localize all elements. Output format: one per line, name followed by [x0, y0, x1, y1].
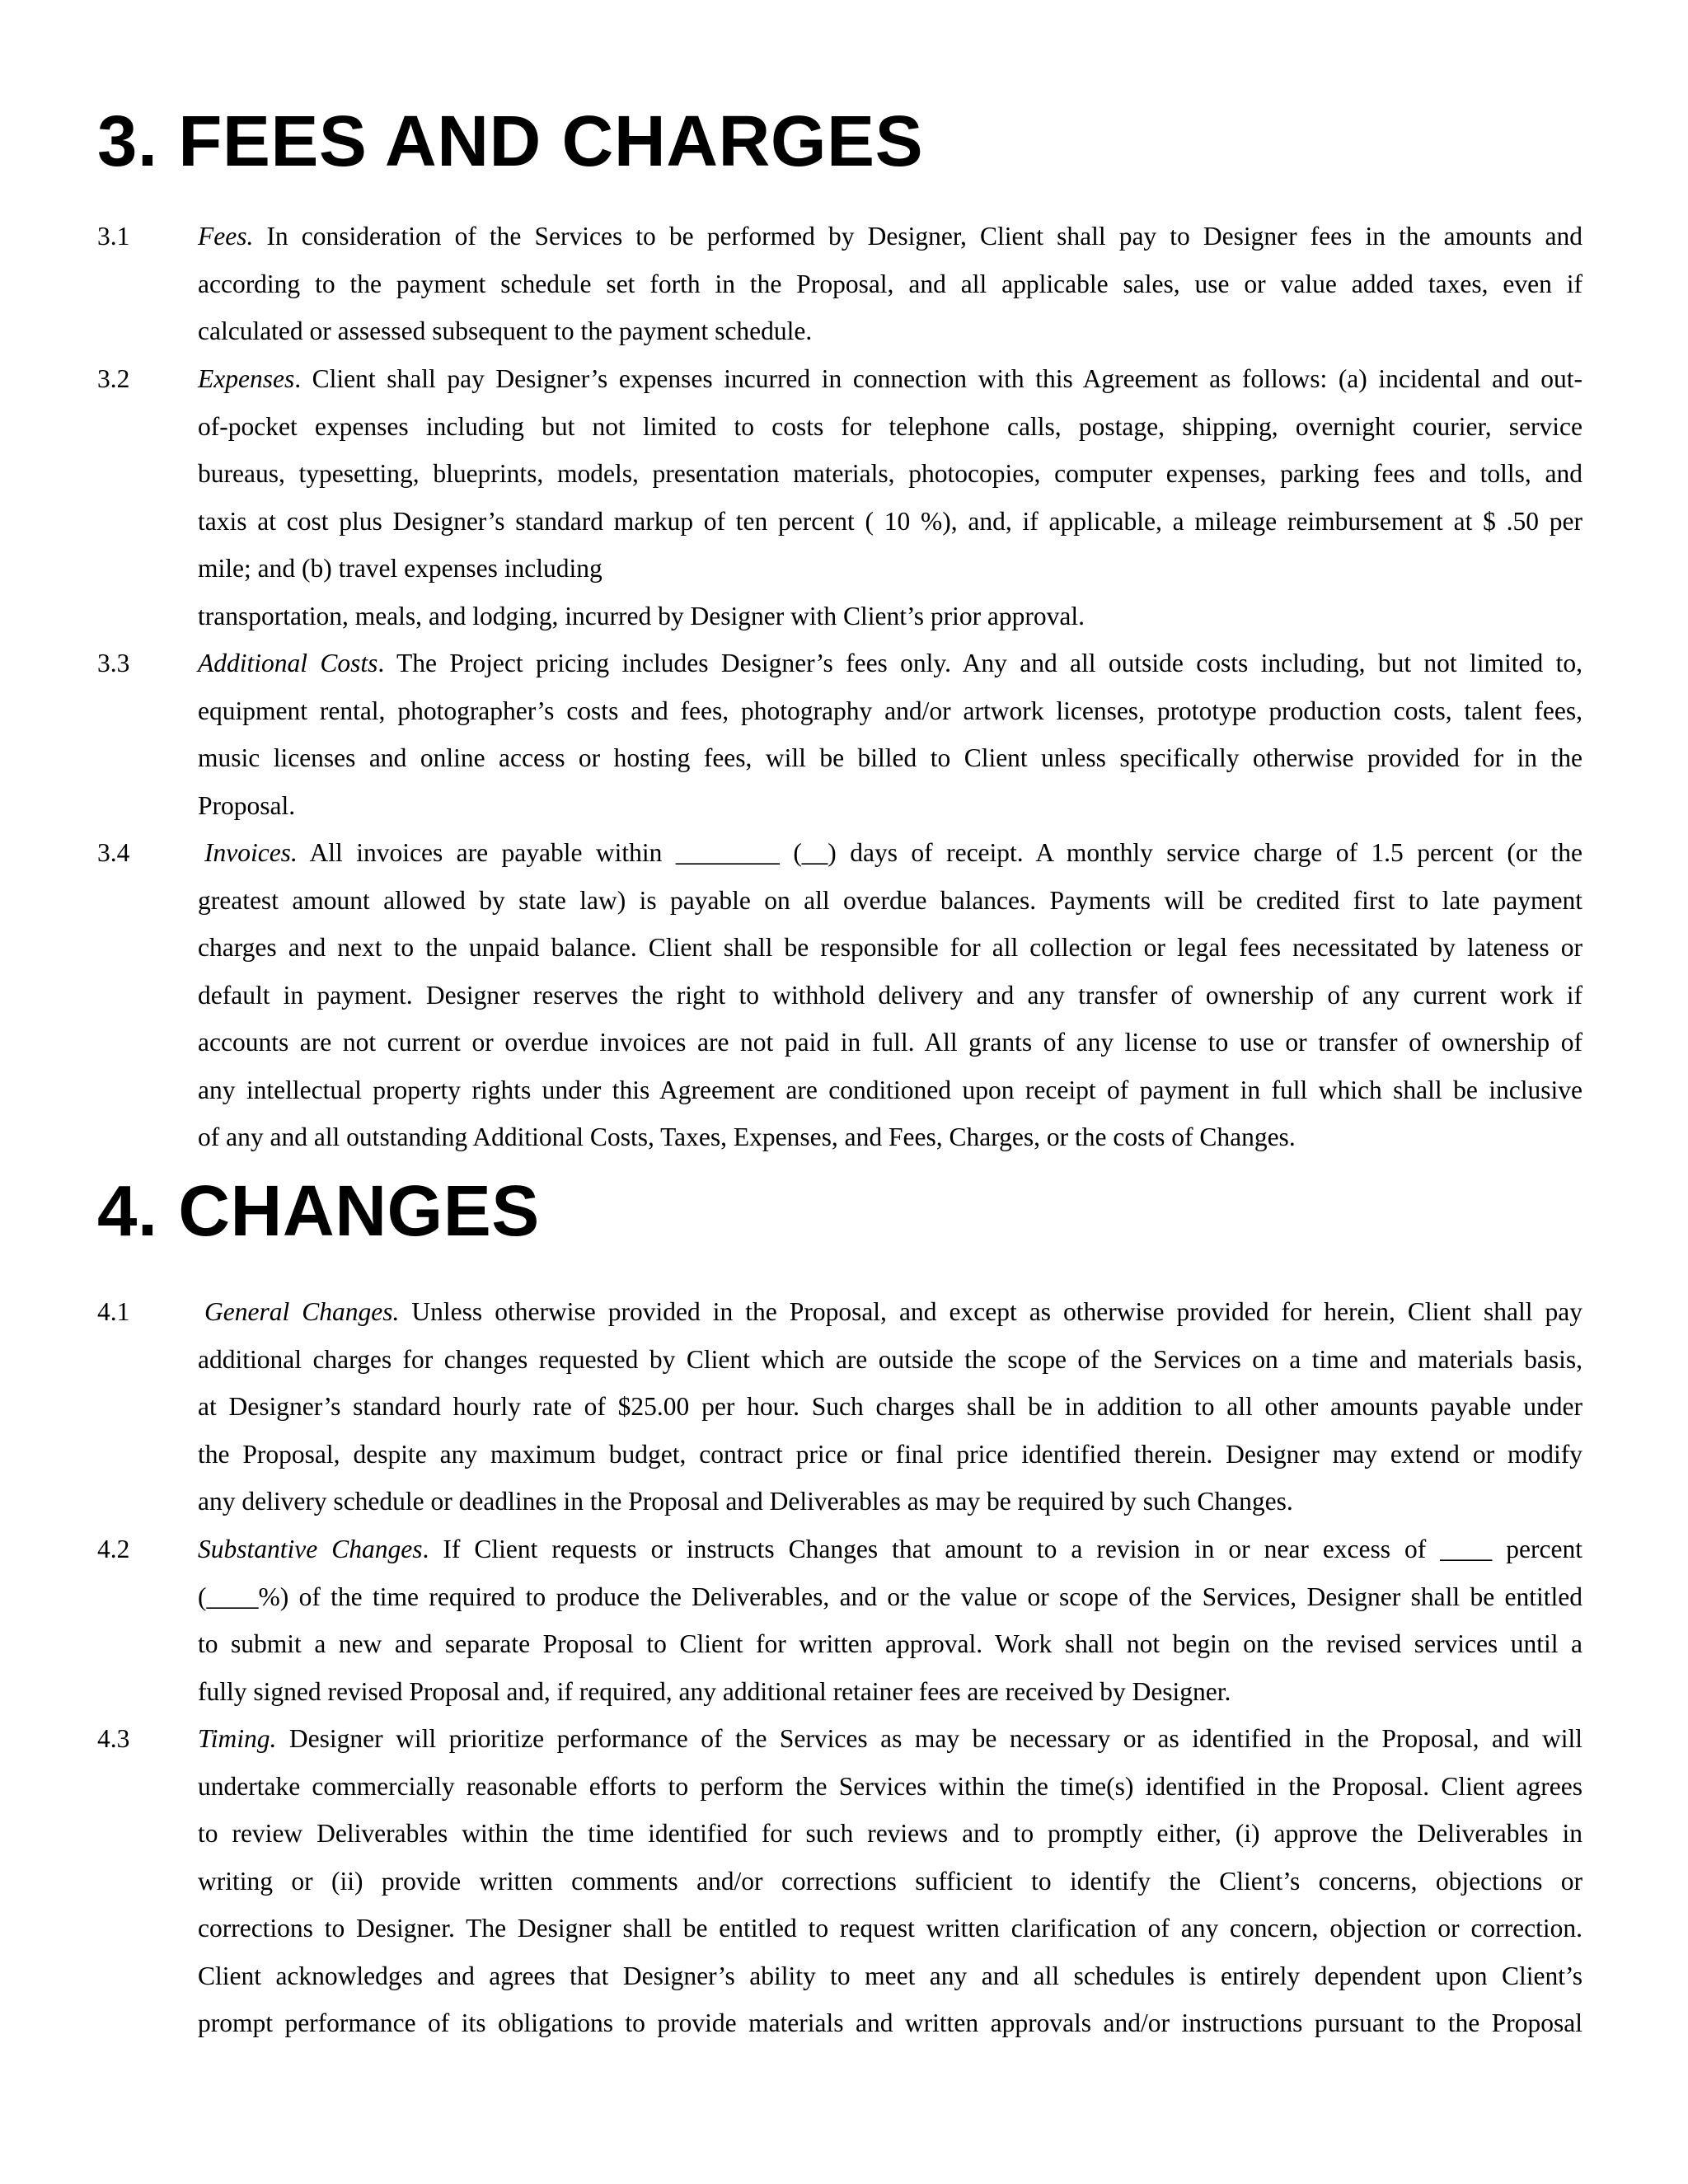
clause-line: bureaus, typesetting, blueprints, models, presentation materials, photocopies, computer expenses, parking fees and tolls, and — [198, 459, 1582, 488]
clause-line: Expenses. Client shall pay Designer’s expenses incurred in connection with this Agreement as follows: (a) incidental and out- — [198, 364, 1582, 393]
clause-line: to review Deliverables within the time identified for such reviews and to promptly either, (i) approve the Deliverables in — [198, 1819, 1582, 1848]
clause-line: General Changes. Unless otherwise provided in the Proposal, and except as otherwise provided for herein, Client shall pay — [204, 1297, 1582, 1326]
clause-line: at Designer’s standard hourly rate of $25.00 per hour. Such charges shall be in addition to all other amounts payable under — [198, 1392, 1582, 1421]
clause-line: Timing. Designer will prioritize performance of the Services as may be necessary or as identified in the Proposal, and will — [198, 1724, 1582, 1753]
clause-line: writing or (ii) provide written comments and/or corrections sufficient to identify the Client’s concerns, objections or — [198, 1866, 1582, 1896]
clause-line: Fees. In consideration of the Services to be performed by Designer, Client shall pay to Designer fees in the amounts and — [198, 222, 1582, 251]
clause-title: Substantive Changes — [198, 1535, 423, 1563]
clause-number: 4.3 — [97, 1724, 130, 1753]
clause-body — [198, 213, 1582, 355]
clause-line: equipment rental, photographer’s costs and fees, photography and/or artwork licenses, prototype production costs, talent fees, — [198, 696, 1582, 725]
clause-number: 3.3 — [97, 649, 130, 677]
clause-body — [198, 1526, 1582, 1715]
clause-line: taxis at cost plus Designer’s standard markup of ten percent ( 10 %), and, if applicable, a mileage reimbursement at $ .50 per — [198, 506, 1582, 536]
clause-body — [198, 640, 1582, 829]
clause-line: undertake commercially reasonable efforts to perform the Services within the time(s) identified in the Proposal. Client agrees — [198, 1771, 1582, 1801]
clause-line: Substantive Changes. If Client requests or instructs Changes that amount to a revision in or near excess of ____ percent — [198, 1535, 1582, 1563]
clause-number: 3.2 — [97, 364, 130, 393]
clause-line: Additional Costs. The Project pricing includes Designer’s fees only. Any and all outside costs including, but not limited to, — [198, 649, 1582, 677]
clause-body — [198, 1288, 1582, 1526]
clause-line: the Proposal, despite any maximum budget, contract price or final price identified therein. Designer may extend or modify — [198, 1439, 1582, 1469]
clause-line: any intellectual property rights under this Agreement are conditioned upon receipt of payment in full which shall be inclusive — [198, 1075, 1582, 1104]
clause-number: 3.1 — [97, 222, 130, 251]
clause-line: Invoices. All invoices are payable within ________ (__) days of receipt. A monthly service charge of 1.5 percent (or the — [204, 838, 1582, 867]
clause-title: Invoices. — [204, 838, 298, 867]
clause-title: General Changes. — [204, 1297, 400, 1326]
clause-line: accounts are not current or overdue invoices are not paid in full. All grants of any license to use or transfer of ownership of — [198, 1028, 1582, 1057]
clause-line: any delivery schedule or deadlines in the Proposal and Deliverables as may be required by such Changes. — [198, 1487, 1293, 1516]
section-3-heading: 3. FEES AND CHARGES — [97, 101, 924, 181]
clause-title: Timing. — [198, 1724, 277, 1753]
clause-line: fully signed revised Proposal and, if required, any additional retainer fees are received by Designer. — [198, 1676, 1231, 1706]
section-4-heading: 4. CHANGES — [97, 1171, 540, 1251]
clause-line: corrections to Designer. The Designer shall be entitled to request written clarification of any concern, objection or correction. — [198, 1914, 1582, 1943]
clause-line: (____%) of the time required to produce the Deliverables, and or the value or scope of the Services, Designer shall be entitled — [198, 1582, 1582, 1611]
clause-number: 4.2 — [97, 1535, 130, 1563]
clause-line: prompt performance of its obligations to provide materials and written approvals and/or instructions pursuant to the Proposal — [198, 2008, 1582, 2037]
clause-title: Fees. — [198, 222, 254, 251]
clause-line: calculated or assessed subsequent to the payment schedule. — [198, 316, 813, 345]
clause-number: 4.1 — [97, 1297, 130, 1326]
clause-line: mile; and (b) travel expenses including — [198, 554, 603, 583]
clause-body — [198, 1715, 1582, 2047]
clause-line: greatest amount allowed by state law) is payable on all overdue balances. Payments will be credited first to late payment — [198, 885, 1582, 915]
clause-line: additional charges for changes requested by Client which are outside the scope of the Services on a time and materials basis, — [198, 1344, 1582, 1374]
clause-title: Additional Costs — [198, 649, 378, 677]
clause-line: Client acknowledges and agrees that Designer’s ability to meet any and all schedules is entirely dependent upon Client’s — [198, 1961, 1582, 1990]
clause-line: of-pocket expenses including but not limited to costs for telephone calls, postage, shipping, overnight courier, service — [198, 411, 1582, 441]
clause-title: Expenses — [198, 364, 295, 393]
clause-body — [198, 829, 1582, 1161]
clause-number: 3.4 — [97, 838, 130, 867]
clause-line: music licenses and online access or hosting fees, will be billed to Client unless specifically otherwise provided for in the — [198, 743, 1582, 772]
clause-line: Proposal. — [198, 790, 296, 820]
clause-body — [198, 355, 1582, 640]
clause-line: according to the payment schedule set forth in the Proposal, and all applicable sales, use or value added taxes, even if — [198, 269, 1582, 298]
clause-line: charges and next to the unpaid balance. Client shall be responsible for all collection or legal fees necessitated by lateness or — [198, 933, 1582, 962]
clause-line: of any and all outstanding Additional Costs, Taxes, Expenses, and Fees, Charges, or the costs of Changes. — [198, 1122, 1296, 1151]
clause-line: to submit a new and separate Proposal to Client for written approval. Work shall not begin on the revised services until a — [198, 1629, 1582, 1658]
clause-line: transportation, meals, and lodging, incurred by Designer with Client’s prior approval. — [198, 601, 1085, 630]
clause-line: default in payment. Designer reserves the right to withhold delivery and any transfer of ownership of any current work if — [198, 980, 1582, 1010]
